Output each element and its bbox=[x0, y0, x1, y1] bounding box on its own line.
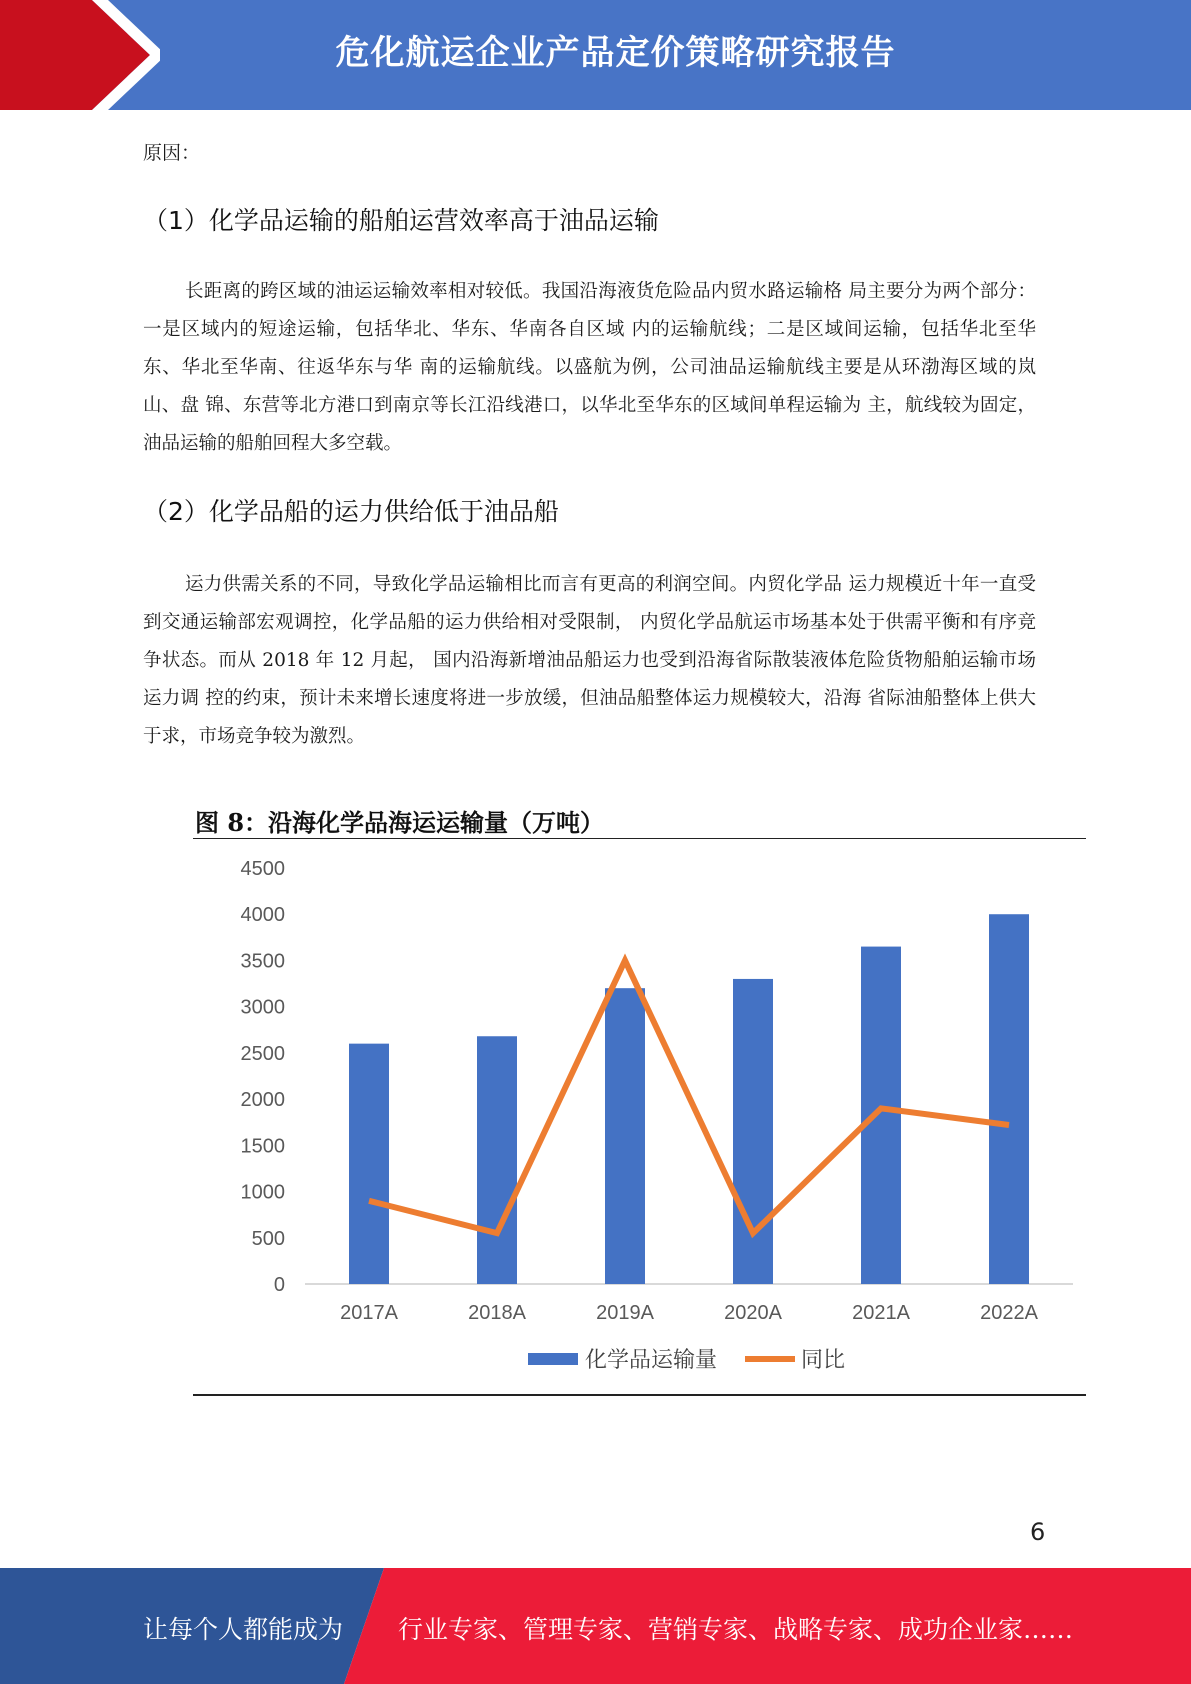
figure-bottom-rule bbox=[193, 1394, 1086, 1396]
header-arrow-decoration bbox=[0, 0, 160, 110]
section-heading-1: （1）化学品运输的船舶运营效率高于油品运输 bbox=[143, 206, 659, 235]
legend-label-bar: 化学品运输量 bbox=[585, 1347, 718, 1372]
y-tick-label: 1000 bbox=[240, 1181, 285, 1204]
y-tick-label: 3000 bbox=[240, 996, 285, 1019]
x-tick-label: 2018A bbox=[468, 1302, 526, 1324]
bar-2019A bbox=[605, 988, 645, 1284]
section-paragraph-2: 运力供需关系的不同，导致化学品运输相比而言有更高的利润空间。内贸化学品 运力规模近十年一直受到交通运输部宏观调控，化学品船的运力供给相对受限制， 内贸化学品航运市场基本处于供需平衡和有序竞争状态。而从 2018 年 12 月起， 国内沿海新增油品船运力也受到沿海省际散装液体危险货物船舶运输市场运力调 控的约束，预计未来增长速度将进一步放缓，但油品船整体运力规模较大，沿海 省际油船整体上供大于求，市场竞争较为激烈。 bbox=[143, 574, 1036, 747]
section-heading-2: （2）化学品船的运力供给低于油品船 bbox=[143, 497, 559, 526]
y-tick-label: 0 bbox=[273, 1274, 285, 1296]
footer-slogan-left: 让每个人都能成为 bbox=[143, 1615, 344, 1644]
y-tick-label: 1500 bbox=[240, 1135, 285, 1158]
x-tick-label: 2022A bbox=[980, 1302, 1038, 1324]
legend-label-line: 同比 bbox=[801, 1347, 846, 1372]
page-number: 6 bbox=[1030, 1518, 1046, 1546]
y-tick-label: 2500 bbox=[240, 1042, 285, 1065]
bar-2022A bbox=[989, 914, 1029, 1284]
footer-slogan-right: 行业专家、管理专家、营销专家、战略专家、成功企业家…… bbox=[398, 1615, 1074, 1644]
x-tick-label: 2020A bbox=[724, 1302, 782, 1324]
y-tick-label: 4000 bbox=[240, 904, 285, 927]
bar-2020A bbox=[733, 979, 773, 1284]
header-band bbox=[0, 0, 1191, 110]
report-title: 危化航运企业产品定价策略研究报告 bbox=[335, 33, 896, 73]
x-tick-label: 2017A bbox=[340, 1302, 398, 1324]
y-tick-label: 2000 bbox=[240, 1089, 285, 1112]
reasons-label: 原因： bbox=[143, 142, 201, 164]
x-tick-label: 2021A bbox=[852, 1302, 910, 1324]
y-tick-label: 3500 bbox=[240, 950, 285, 973]
y-tick-label: 4500 bbox=[240, 858, 285, 880]
figure-top-rule bbox=[193, 838, 1086, 839]
bar-2021A bbox=[861, 947, 901, 1284]
line-series-yoy bbox=[369, 960, 1009, 1233]
transport-volume-chart bbox=[193, 842, 1093, 1392]
bar-2017A bbox=[349, 1044, 389, 1284]
section-paragraph-1: 长距离的跨区域的油运运输效率相对较低。我国沿海液货危险品内贸水路运输格 局主要分为两个部分：一是区域内的短途运输，包括华北、华东、华南各自区域 内的运输航线；二是区域间运输，包括华北至华东、华北至华南、往返华东与华 南的运输航线。以盛航为例，公司油品运输航线主要是从环渤海区域的岚山、盘 锦、东营等北方港口到南京等长江沿线港口，以华北至华东的区域间单程运输为 主，航线较为固定，油品运输的船舶回程大多空载。 bbox=[143, 281, 1036, 454]
figure-caption: 图 8：沿海化学品海运运输量（万吨） bbox=[195, 808, 605, 837]
y-tick-label: 500 bbox=[251, 1227, 285, 1250]
legend-swatch-bar bbox=[528, 1353, 578, 1365]
bar-2018A bbox=[477, 1036, 517, 1284]
x-tick-label: 2019A bbox=[596, 1302, 654, 1324]
